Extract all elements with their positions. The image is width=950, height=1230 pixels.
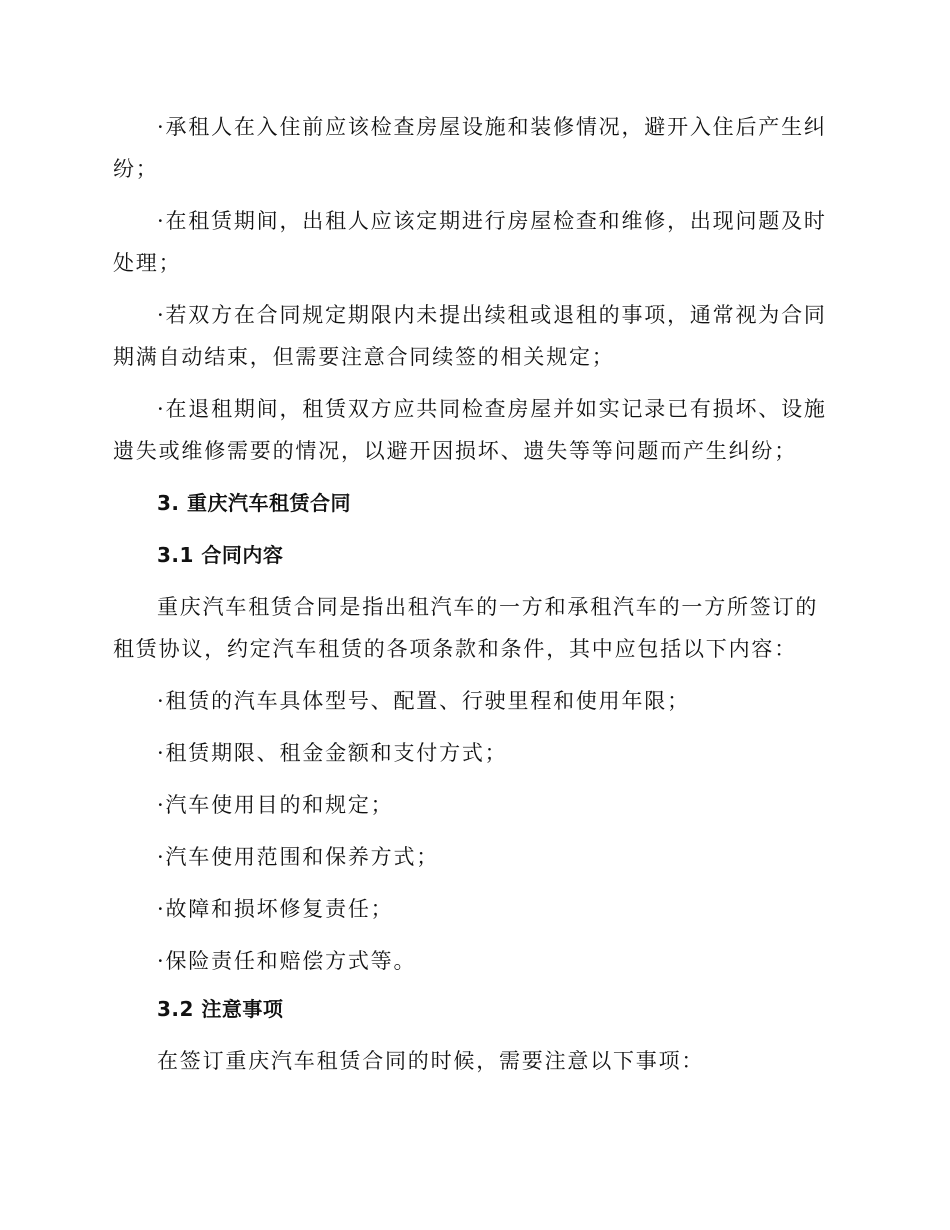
list-item: ·汽车使用目的和规定； xyxy=(157,793,394,817)
list-item: ·故障和损坏修复责任； xyxy=(157,897,394,921)
list-item: ·租赁期限、租金金额和支付方式； xyxy=(157,741,508,765)
paragraph-contract-expiry: ·若双方在合同规定期限内未提出续租或退租的事项，通常视为合同期满自动结束，但需要注意合同续签的相关规定； xyxy=(113,303,827,369)
paragraph-signing-precautions: 在签订重庆汽车租赁合同的时候，需要注意以下事项： xyxy=(157,1049,705,1073)
section-heading-car-rental-contract: 3. 重庆汽车租赁合同 xyxy=(157,491,351,515)
subsection-heading-contract-content: 3.1 合同内容 xyxy=(157,543,284,567)
list-item: ·汽车使用范围和保养方式； xyxy=(157,845,440,869)
paragraph-tenant-inspection: ·承租人在入住前应该检查房屋设施和装修情况，避开入住后产生纠纷； xyxy=(113,115,827,181)
list-item: ·保险责任和赔偿方式等。 xyxy=(157,949,417,973)
subsection-heading-precautions: 3.2 注意事项 xyxy=(157,997,284,1021)
list-item: ·租赁的汽车具体型号、配置、行驶里程和使用年限； xyxy=(157,689,690,713)
paragraph-contract-definition: 重庆汽车租赁合同是指出租汽车的一方和承租汽车的一方所签订的租赁协议，约定汽车租赁的各项条款和条件，其中应包括以下内容： xyxy=(113,595,819,661)
paragraph-landlord-maintenance: ·在租赁期间，出租人应该定期进行房屋检查和维修，出现问题及时处理； xyxy=(113,209,827,275)
paragraph-move-out-inspection: ·在退租期间，租赁双方应共同检查房屋并如实记录已有损坏、设施遗失或维修需要的情况，以避开因损坏、遗失等等问题而产生纠纷； xyxy=(113,397,827,463)
